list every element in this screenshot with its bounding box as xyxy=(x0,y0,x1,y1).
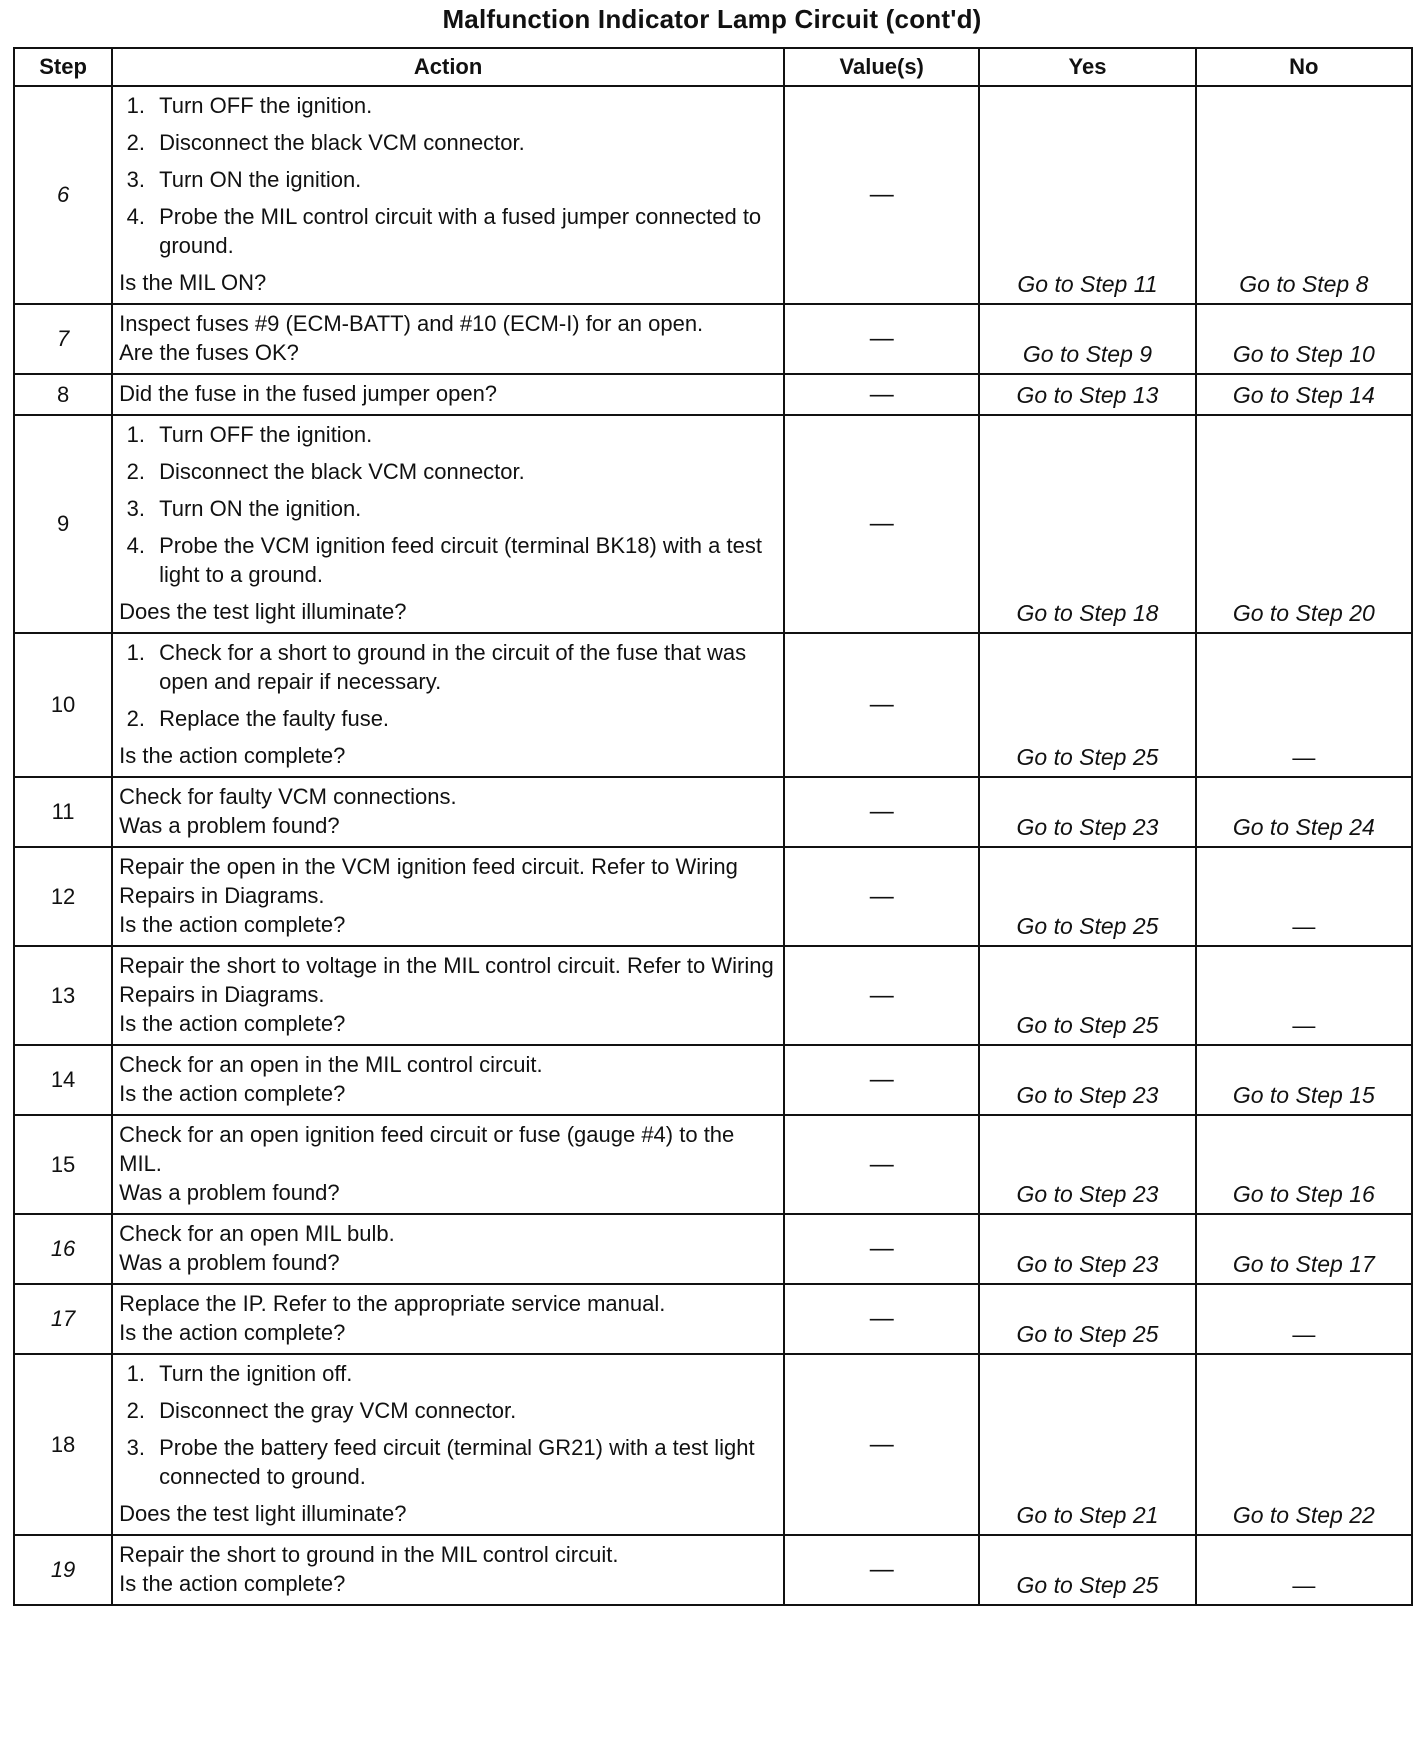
action-question: Was a problem found? xyxy=(119,813,340,838)
header-row xyxy=(14,48,1412,86)
action-list-item: 2. Disconnect the black VCM connector. xyxy=(151,128,775,157)
header-values: Value(s) xyxy=(784,48,979,86)
no-cell: Go to Step 10 xyxy=(1196,304,1412,374)
action-question: Is the action complete? xyxy=(119,912,346,937)
yes-cell: Go to Step 21 xyxy=(979,1354,1195,1535)
header-action: Action xyxy=(112,48,784,86)
action-text: Repair the open in the VCM ignition feed circuit. Refer to Wiring Repairs in Diagrams. xyxy=(119,854,738,908)
action-question: Does the test light illuminate? xyxy=(119,1501,407,1526)
step-number: 17 xyxy=(14,1284,112,1354)
yes-cell: Go to Step 23 xyxy=(979,777,1195,847)
action-cell xyxy=(112,374,784,415)
table-row xyxy=(14,633,1412,777)
yes-cell: Go to Step 25 xyxy=(979,946,1195,1045)
yes-cell: Go to Step 23 xyxy=(979,1045,1195,1115)
value-cell: — xyxy=(784,415,979,633)
action-list xyxy=(119,420,775,589)
table-row xyxy=(14,1284,1412,1354)
table-row xyxy=(14,1535,1412,1605)
action-cell xyxy=(112,1535,784,1605)
step-number: 8 xyxy=(14,374,112,415)
action-list-item: 4. Probe the MIL control circuit with a fused jumper connected to ground. xyxy=(151,202,775,260)
action-list-item: 3. Turn ON the ignition. xyxy=(151,494,775,523)
action-question: Is the action complete? xyxy=(119,1571,346,1596)
no-cell: — xyxy=(1196,1284,1412,1354)
action-cell xyxy=(112,777,784,847)
step-number: 10 xyxy=(14,633,112,777)
action-list-item: 2. Replace the faulty fuse. xyxy=(151,704,775,733)
value-cell: — xyxy=(784,304,979,374)
action-list-item: 4. Probe the VCM ignition feed circuit (terminal BK18) with a test light to a ground. xyxy=(151,531,775,589)
action-cell xyxy=(112,86,784,304)
action-cell xyxy=(112,633,784,777)
no-cell: Go to Step 24 xyxy=(1196,777,1412,847)
action-list-item: 1. Check for a short to ground in the circuit of the fuse that was open and repair if necessary. xyxy=(151,638,775,696)
page-title: Malfunction Indicator Lamp Circuit (cont'd) xyxy=(442,4,982,34)
action-cell xyxy=(112,847,784,946)
no-cell: — xyxy=(1196,633,1412,777)
step-number: 7 xyxy=(14,304,112,374)
action-cell xyxy=(112,1214,784,1284)
table-row xyxy=(14,1354,1412,1535)
table-row xyxy=(14,374,1412,415)
action-text: Check for an open ignition feed circuit or fuse (gauge #4) to the MIL. xyxy=(119,1122,735,1176)
table-row xyxy=(14,86,1412,304)
no-cell: Go to Step 8 xyxy=(1196,86,1412,304)
action-list-item: 3. Turn ON the ignition. xyxy=(151,165,775,194)
header-step: Step xyxy=(14,48,112,86)
no-cell: Go to Step 16 xyxy=(1196,1115,1412,1214)
action-cell xyxy=(112,1354,784,1535)
yes-cell: Go to Step 23 xyxy=(979,1115,1195,1214)
no-cell: — xyxy=(1196,847,1412,946)
value-cell: — xyxy=(784,847,979,946)
action-question: Is the action complete? xyxy=(119,1081,346,1106)
action-question: Is the action complete? xyxy=(119,1320,346,1345)
no-cell: Go to Step 22 xyxy=(1196,1354,1412,1535)
yes-cell: Go to Step 18 xyxy=(979,415,1195,633)
value-cell: — xyxy=(784,1214,979,1284)
action-cell xyxy=(112,415,784,633)
action-question: Are the fuses OK? xyxy=(119,340,299,365)
step-number: 19 xyxy=(14,1535,112,1605)
value-cell: — xyxy=(784,1045,979,1115)
action-list xyxy=(119,1359,775,1491)
step-number: 14 xyxy=(14,1045,112,1115)
step-number: 12 xyxy=(14,847,112,946)
step-number: 13 xyxy=(14,946,112,1045)
action-question: Does the test light illuminate? xyxy=(119,599,407,624)
table-row xyxy=(14,1115,1412,1214)
value-cell: — xyxy=(784,946,979,1045)
action-list-item: 1. Turn OFF the ignition. xyxy=(151,91,775,120)
value-cell: — xyxy=(784,1354,979,1535)
no-cell: Go to Step 15 xyxy=(1196,1045,1412,1115)
action-text: Check for an open MIL bulb. xyxy=(119,1221,395,1246)
action-text: Inspect fuses #9 (ECM-BATT) and #10 (ECM-I) for an open. xyxy=(119,311,704,336)
header-no: No xyxy=(1196,48,1412,86)
diagnostic-table xyxy=(13,47,1413,1606)
action-list-item: 1. Turn OFF the ignition. xyxy=(151,420,775,449)
step-number: 6 xyxy=(14,86,112,304)
no-cell: Go to Step 14 xyxy=(1196,374,1412,415)
step-number: 11 xyxy=(14,777,112,847)
action-text: Check for an open in the MIL control circuit. xyxy=(119,1052,543,1077)
action-question: Was a problem found? xyxy=(119,1250,340,1275)
yes-cell: Go to Step 25 xyxy=(979,1535,1195,1605)
step-number: 16 xyxy=(14,1214,112,1284)
action-cell xyxy=(112,946,784,1045)
yes-cell: Go to Step 13 xyxy=(979,374,1195,415)
action-text: Check for faulty VCM connections. xyxy=(119,784,457,809)
action-text: Repair the short to voltage in the MIL control circuit. Refer to Wiring Repairs in Diagrams. xyxy=(119,953,774,1007)
action-cell xyxy=(112,1115,784,1214)
value-cell: — xyxy=(784,86,979,304)
value-cell: — xyxy=(784,374,979,415)
step-number: 9 xyxy=(14,415,112,633)
action-text: Replace the IP. Refer to the appropriate service manual. xyxy=(119,1291,666,1316)
header-yes: Yes xyxy=(979,48,1195,86)
table-row xyxy=(14,777,1412,847)
action-question: Was a problem found? xyxy=(119,1180,340,1205)
value-cell: — xyxy=(784,633,979,777)
action-question: Is the action complete? xyxy=(119,743,346,768)
action-list xyxy=(119,638,775,733)
yes-cell: Go to Step 11 xyxy=(979,86,1195,304)
no-cell: — xyxy=(1196,946,1412,1045)
action-question: Is the action complete? xyxy=(119,1011,346,1036)
yes-cell: Go to Step 23 xyxy=(979,1214,1195,1284)
table-row xyxy=(14,1214,1412,1284)
table-row xyxy=(14,304,1412,374)
action-cell xyxy=(112,304,784,374)
action-list-item: 2. Disconnect the gray VCM connector. xyxy=(151,1396,775,1425)
step-number: 18 xyxy=(14,1354,112,1535)
value-cell: — xyxy=(784,777,979,847)
no-cell: Go to Step 17 xyxy=(1196,1214,1412,1284)
no-cell: Go to Step 20 xyxy=(1196,415,1412,633)
table-row xyxy=(14,1045,1412,1115)
yes-cell: Go to Step 25 xyxy=(979,847,1195,946)
action-cell xyxy=(112,1284,784,1354)
action-text: Repair the short to ground in the MIL control circuit. xyxy=(119,1542,619,1567)
action-question: Did the fuse in the fused jumper open? xyxy=(119,381,498,406)
yes-cell: Go to Step 25 xyxy=(979,633,1195,777)
value-cell: — xyxy=(784,1535,979,1605)
step-number: 15 xyxy=(14,1115,112,1214)
action-cell xyxy=(112,1045,784,1115)
table-row xyxy=(14,946,1412,1045)
value-cell: — xyxy=(784,1115,979,1214)
table-row xyxy=(14,847,1412,946)
value-cell: — xyxy=(784,1284,979,1354)
action-list-item: 3. Probe the battery feed circuit (terminal GR21) with a test light connected to ground. xyxy=(151,1433,775,1491)
yes-cell: Go to Step 9 xyxy=(979,304,1195,374)
action-question: Is the MIL ON? xyxy=(119,270,267,295)
no-cell: — xyxy=(1196,1535,1412,1605)
action-list xyxy=(119,91,775,260)
action-list-item: 1. Turn the ignition off. xyxy=(151,1359,775,1388)
table-row xyxy=(14,415,1412,633)
yes-cell: Go to Step 25 xyxy=(979,1284,1195,1354)
action-list-item: 2. Disconnect the black VCM connector. xyxy=(151,457,775,486)
